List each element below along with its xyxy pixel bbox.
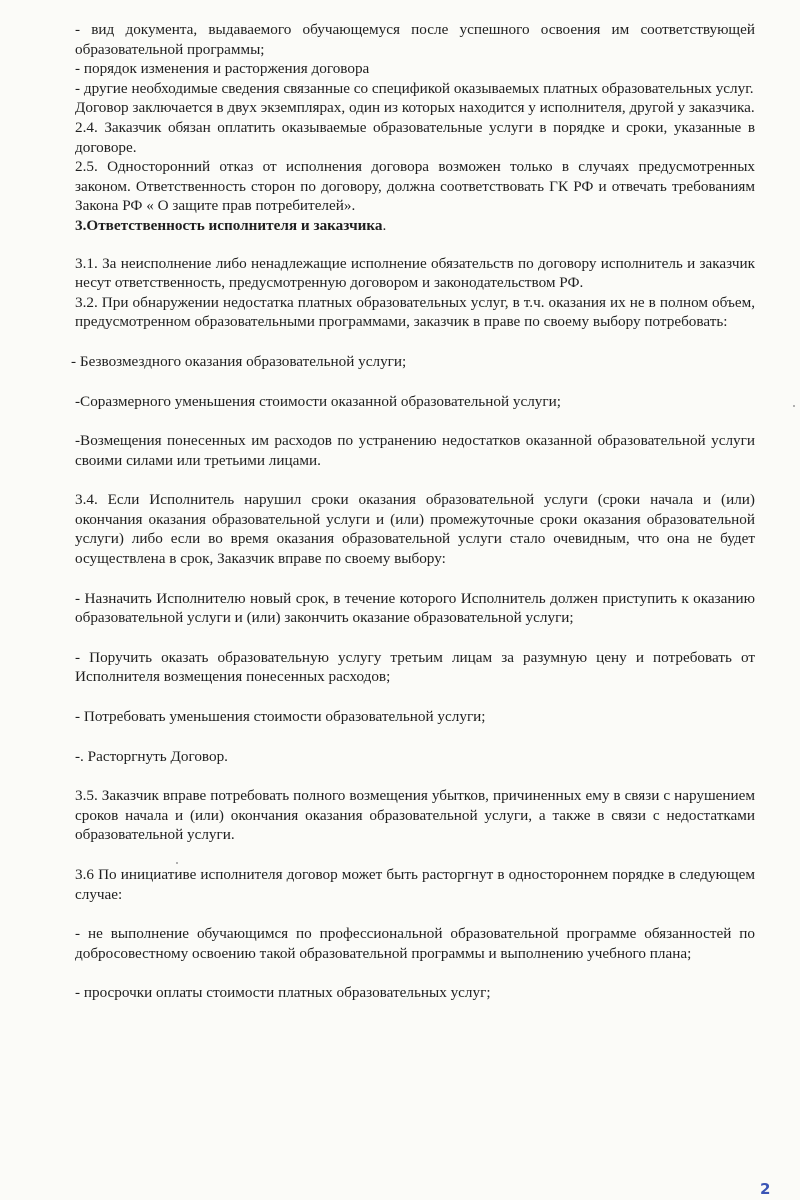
paragraph: 3.4. Если Исполнитель нарушил сроки оказания образовательной услуги (сроки начала и (или) окончания оказания образовательной услуги и (или) промежуточные сроки оказания образовательной услуги) либо если во время оказания образовательной услуги стало очевидным, что она не будет осуществлена в срок, Заказчик вправе по своему выбору: bbox=[75, 491, 755, 568]
paragraph: - порядок изменения и расторжения договора bbox=[75, 60, 370, 78]
list-item: - Безвозмездного оказания образовательной услуги; bbox=[71, 352, 407, 370]
list-item: -Соразмерного уменьшения стоимости оказанной образовательной услуги; bbox=[75, 392, 561, 410]
paragraph: - другие необходимые сведения связанные со спецификой оказываемых платных образовательных услуг. bbox=[75, 79, 754, 97]
section-heading bbox=[75, 216, 755, 236]
paragraph: Договор заключается в двух экземплярах, один из которых находится у исполнителя, другой у заказчика. bbox=[75, 99, 755, 117]
paragraph: 3.5. Заказчик вправе потребовать полного возмещения убытков, причиненных ему в связи с нарушением сроков начала и (или) окончания оказания образовательной услуги, а также в связи с недостатками образовательной услуги. bbox=[75, 787, 755, 844]
paragraph: 3.1. За неисполнение либо ненадлежащие исполнение обязательств по договору исполнитель и заказчик несут ответственность, предусмотренную договором и законодательством РФ. bbox=[75, 254, 755, 292]
document-body bbox=[71, 20, 755, 1003]
paragraph: 3.6 По инициативе исполнителя договор может быть расторгнут в одностороннем порядке в следующем случае: bbox=[75, 866, 755, 903]
paragraph: 2.5. Односторонний отказ от исполнения договора возможен только в случаях предусмотренных законом. Ответственность сторон по договору, должна соответствовать ГК РФ и отвечать требованиям Закона РФ « О защите прав потребителей». bbox=[75, 158, 755, 215]
paragraph: - вид документа, выдаваемого обучающемуся после успешного освоения им соответствующей образовательной программы; bbox=[75, 21, 755, 58]
list-item: - Потребовать уменьшения стоимости образовательной услуги; bbox=[75, 708, 486, 726]
list-item: - Назначить Исполнителю новый срок, в течение которого Исполнитель должен приступить к оказанию образовательной услуги и (или) закончить оказание образовательной услуги; bbox=[75, 589, 755, 627]
list-item: - не выполнение обучающимся по профессиональной образовательной программе обязанностей по добросовестному освоению такой образовательной программы и выполнению учебного плана; bbox=[75, 925, 755, 962]
paragraph: 3.2. При обнаружении недостатка платных образовательных услуг, в т.ч. оказания их не в полном объем, предусмотренном образовательными программами, заказчик в праве по своему выбору потребовать: bbox=[75, 293, 755, 331]
section-heading-dot: . bbox=[382, 216, 387, 234]
section-heading-text: 3.Ответственность исполнителя и заказчика bbox=[75, 216, 383, 234]
list-item: - просрочки оплаты стоимости платных образовательных услуг; bbox=[75, 984, 491, 1002]
list-item: -. Расторгнуть Договор. bbox=[75, 747, 228, 765]
page-number: 2 bbox=[760, 1180, 771, 1198]
scan-speck bbox=[793, 405, 795, 407]
scan-speck bbox=[176, 862, 178, 864]
list-item: - Поручить оказать образовательную услугу третьим лицам за разумную цену и потребовать от Исполнителя возмещения понесенных расходов; bbox=[75, 648, 755, 686]
paragraph: 2.4. Заказчик обязан оплатить оказываемые образовательные услуги в порядке и сроки, указанные в договоре. bbox=[75, 118, 755, 156]
list-item: -Возмещения понесенных им расходов по устранению недостатков оказанной образовательной услуги своими силами или третьими лицами. bbox=[75, 432, 755, 469]
